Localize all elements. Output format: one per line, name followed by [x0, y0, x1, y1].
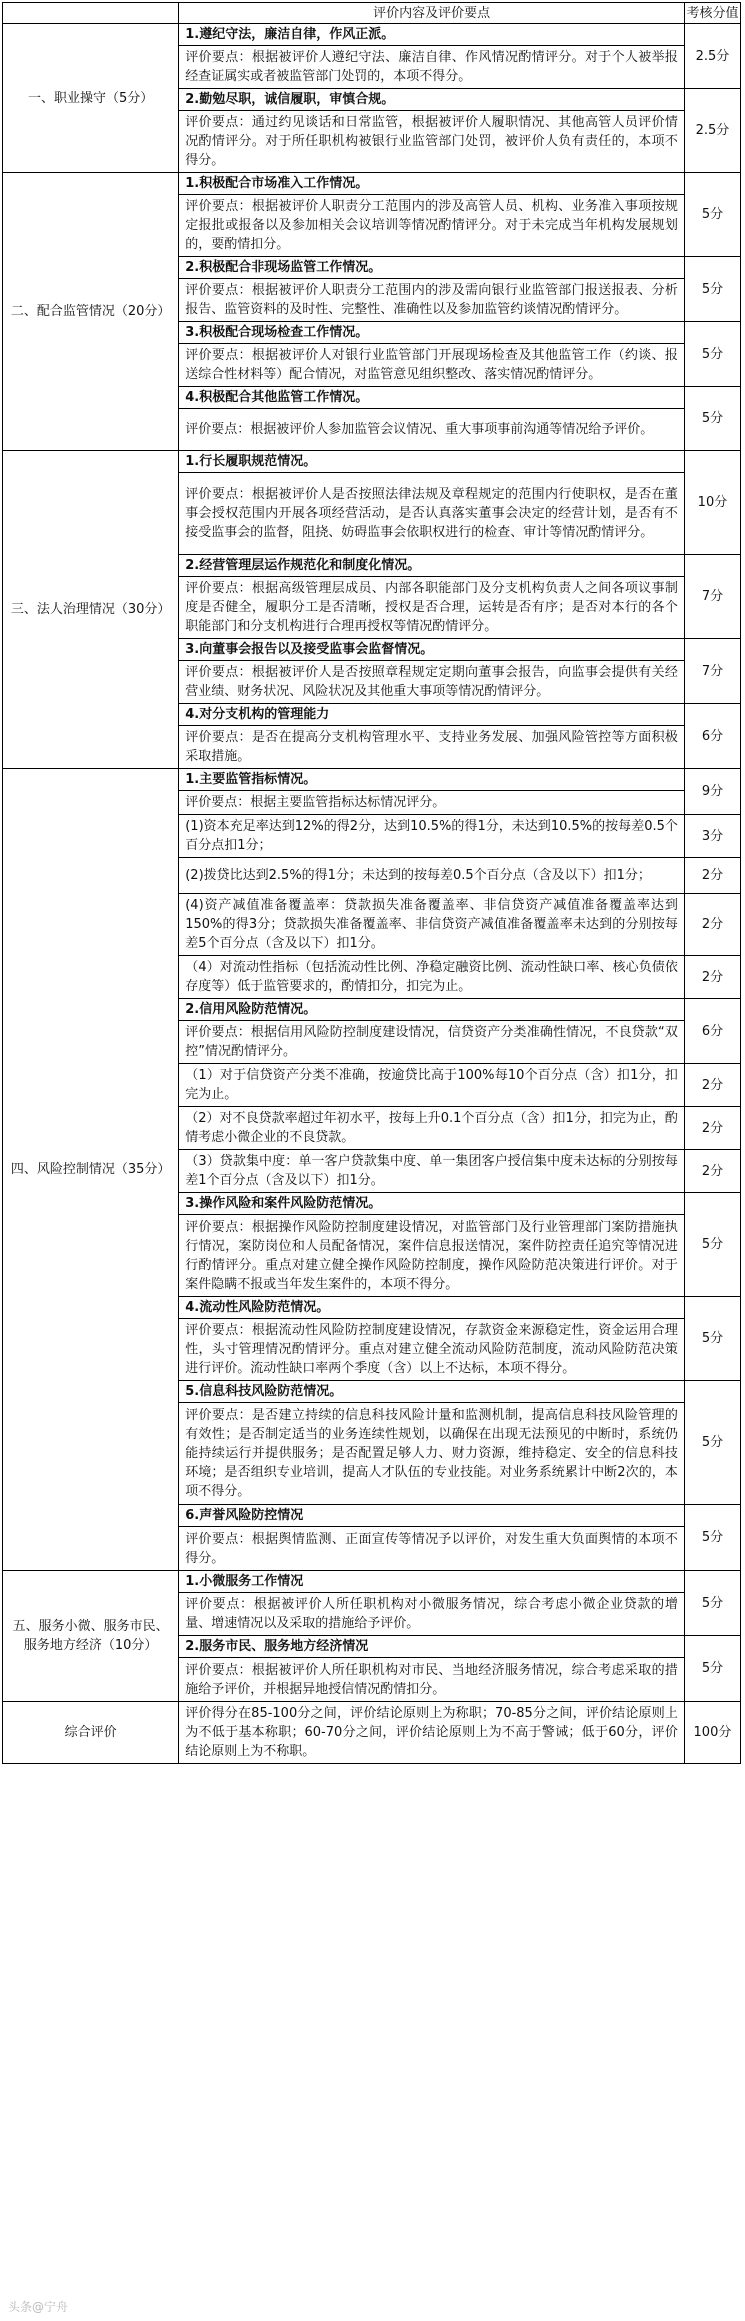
item-description: 评价要点：根据被评价人对银行业监管部门开展现场检查及其他监管工作（约谈、报送综合性材料等）配合情况，对监管意见组织整改、落实情况酌情评分。	[179, 344, 685, 387]
item-title: 1.遵纪守法，廉洁自律，作风正派。	[179, 24, 685, 46]
header-content: 评价内容及评价要点	[179, 3, 685, 24]
sub-criterion-score: 2分	[684, 1150, 740, 1193]
item-score: 7分	[684, 639, 740, 704]
sub-criterion-text: (4)资产减值准备覆盖率：贷款损失准备覆盖率、非信贷资产减值准备覆盖率达到150%的得3分；贷款损失准备覆盖率、非信贷资产减值准备覆盖率未达到的分别按每差5个百分点（含及以下）扣1分。	[179, 894, 685, 956]
item-title: 5.信息科技风险防范情况。	[179, 1381, 685, 1403]
sub-criterion-text: (2)拨贷比达到2.5%的得1分；未达到的按每差0.5个百分点（含及以下）扣1分；	[179, 858, 685, 894]
item-title: 4.流动性风险防范情况。	[179, 1297, 685, 1319]
item-description: 评价要点：根据操作风险防控制度建设情况，对监管部门及行业管理部门案防措施执行情况，案防岗位和人员配备情况，案件信息报送情况，案件防控责任追究等情况进行酌情评分。重点对建立健全操作风险防控制度，操作风险防范决策进行评价。对于案件隐瞒不报或当年发生案件的，本项不得分。	[179, 1215, 685, 1297]
item-score: 6分	[684, 999, 740, 1064]
sub-criterion-score: 2分	[684, 956, 740, 999]
item-title: 4.对分支机构的管理能力	[179, 704, 685, 726]
section-name: 一、职业操守（5分）	[3, 24, 179, 173]
watermark: 头条@宁舟	[8, 2300, 69, 2314]
section-name: 四、风险控制情况（35分）	[3, 769, 179, 1571]
section-name: 二、配合监管情况（20分）	[3, 173, 179, 451]
item-score: 6分	[684, 704, 740, 769]
item-score: 5分	[684, 322, 740, 387]
item-title: 1.主要监管指标情况。	[179, 769, 685, 791]
item-score: 2.5分	[684, 24, 740, 89]
sub-criterion-score: 2分	[684, 894, 740, 956]
item-score: 5分	[684, 1636, 740, 1702]
item-description: 评价要点：根据被评价人职责分工范围内的涉及需向银行业监管部门报送报表、分析报告、监管资料的及时性、完整性、准确性以及参加监管约谈情况酌情评分。	[179, 279, 685, 322]
item-score: 5分	[684, 1381, 740, 1505]
item-title-row	[3, 1571, 741, 1593]
item-description: 评价要点：根据流动性风险防控制度建设情况，存款资金来源稳定性，资金运用合理性，头寸管理情况酌情评分。重点对建立健全流动风险防范制度，流动风险防范决策进行评价。流动性缺口率两个季度（含）以上不达标，本项不得分。	[179, 1319, 685, 1381]
item-description: 评价要点：是否建立持续的信息科技风险计量和监测机制，提高信息科技风险管理的有效性；是否制定适当的业务连续性规划，以确保在出现无法预见的中断时，系统仍能持续运行并提供服务；是否配置足够人力、财力资源，维持稳定、安全的信息科技环境；是否组织专业培训，提高人才队伍的专业技能。对业务系统累计中断2次的，本项不得分。	[179, 1403, 685, 1505]
item-description: 评价要点：根据舆情监测、正面宣传等情况予以评价，对发生重大负面舆情的本项不得分。	[179, 1527, 685, 1571]
item-description: 评价要点：根据被评价人遵纪守法、廉洁自律、作风情况酌情评分。对于个人被举报经查证属实或者被监管部门处罚的，本项不得分。	[179, 46, 685, 89]
item-score: 5分	[684, 173, 740, 257]
item-title: 2.信用风险防范情况。	[179, 999, 685, 1021]
item-description: 评价要点：根据被评价人参加监管会议情况、重大事项事前沟通等情况给予评价。	[179, 409, 685, 451]
item-score: 5分	[684, 1571, 740, 1636]
item-title: 6.声誉风险防控情况	[179, 1505, 685, 1527]
item-score: 2.5分	[684, 89, 740, 173]
item-title: 2.勤勉尽职，诚信履职，审慎合规。	[179, 89, 685, 111]
item-score: 9分	[684, 769, 740, 815]
item-description: 评价要点：根据被评价人是否按照法律法规及章程规定的范围内行使职权，是否在董事会授权范围内开展各项经营活动，是否认真落实董事会决定的经营计划，是否有不接受监事会的监督，阻挠、妨碍监事会依职权进行的检查、审计等情况酌情评分。	[179, 473, 685, 555]
item-title: 2.服务市民、服务地方经济情况	[179, 1636, 685, 1658]
item-score: 5分	[684, 1505, 740, 1571]
item-title: 1.积极配合市场准入工作情况。	[179, 173, 685, 195]
item-score: 10分	[684, 451, 740, 555]
item-title: 3.操作风险和案件风险防范情况。	[179, 1193, 685, 1215]
item-title: 3.积极配合现场检查工作情况。	[179, 322, 685, 344]
item-score: 5分	[684, 387, 740, 451]
item-description: 评价要点：根据信用风险防控制度建设情况，信贷资产分类准确性情况，不良贷款“双控”情况酌情评分。	[179, 1021, 685, 1064]
sub-criterion-text: （2）对不良贷款率超过年初水平，按每上升0.1个百分点（含）扣1分，扣完为止，酌情考虑小微企业的不良贷款。	[179, 1107, 685, 1150]
header-score: 考核分值	[684, 3, 740, 24]
final-description: 评价得分在85-100分之间，评价结论原则上为称职；70-85分之间，评价结论原则上为不低于基本称职；60-70分之间，评价结论原则上为不高于警诫；低于60分，评价结论原则上为不称职。	[179, 1702, 685, 1764]
section-name: 五、服务小微、服务市民、服务地方经济（10分）	[3, 1571, 179, 1702]
header-blank	[3, 3, 179, 24]
item-title: 2.积极配合非现场监管工作情况。	[179, 257, 685, 279]
final-score: 100分	[684, 1702, 740, 1764]
item-description: 评价要点：通过约见谈话和日常监管，根据被评价人履职情况、其他高管人员评价情况酌情评分。对于所任职机构被银行业监管部门处罚，被评价人负有责任的，本项不得分。	[179, 111, 685, 173]
final-row	[3, 1702, 741, 1764]
item-description: 评价要点：根据主要监管指标达标情况评分。	[179, 791, 685, 815]
item-score: 5分	[684, 1297, 740, 1381]
item-description: 评价要点：根据高级管理层成员、内部各职能部门及分支机构负责人之间各项议事制度是否健全，履职分工是否清晰，授权是否合理，运转是否有序；是否对本行的各个职能部门和分支机构进行合理再授权等情况酌情评分。	[179, 577, 685, 639]
item-title-row	[3, 24, 741, 46]
sub-criterion-text: (1)资本充足率达到12%的得2分，达到10.5%的得1分，未达到10.5%的按每差0.5个百分点扣1分；	[179, 815, 685, 858]
sub-criterion-text: （4）对流动性指标（包括流动性比例、净稳定融资比例、流动性缺口率、核心负债依存度等）低于监管要求的，酌情扣分，扣完为止。	[179, 956, 685, 999]
item-score: 5分	[684, 257, 740, 322]
section-name: 三、法人治理情况（30分）	[3, 451, 179, 769]
item-title: 2.经营管理层运作规范化和制度化情况。	[179, 555, 685, 577]
item-title: 4.积极配合其他监管工作情况。	[179, 387, 685, 409]
item-description: 评价要点：根据被评价人职责分工范围内的涉及高管人员、机构、业务准入事项按规定报批或报备以及参加相关会议培训等情况酌情评分。对于未完成当年机构发展规划的，要酌情扣分。	[179, 195, 685, 257]
item-title: 1.小微服务工作情况	[179, 1571, 685, 1593]
item-description: 评价要点：根据被评价人所任职机构对小微服务情况，综合考虑小微企业贷款的增量、增速情况以及采取的措施给予评价。	[179, 1593, 685, 1636]
item-description: 评价要点：根据被评价人是否按照章程规定定期向董事会报告，向监事会提供有关经营业绩、财务状况、风险状况及其他重大事项等情况酌情评分。	[179, 661, 685, 704]
sub-criterion-text: （1）对于信贷资产分类不准确，按逾贷比高于100%每10个百分点（含）扣1分，扣完为止。	[179, 1064, 685, 1107]
final-label: 综合评价	[3, 1702, 179, 1764]
item-title-row	[3, 451, 741, 473]
item-score: 7分	[684, 555, 740, 639]
header-row	[3, 3, 741, 24]
item-score: 5分	[684, 1193, 740, 1297]
evaluation-table	[2, 2, 741, 1764]
sub-criterion-score: 3分	[684, 815, 740, 858]
sub-criterion-score: 2分	[684, 1064, 740, 1107]
sub-criterion-score: 2分	[684, 1107, 740, 1150]
item-title: 3.向董事会报告以及接受监事会监督情况。	[179, 639, 685, 661]
item-description: 评价要点：根据被评价人所任职机构对市民、当地经济服务情况，综合考虑采取的措施给予评价，并根据异地授信情况酌情扣分。	[179, 1658, 685, 1702]
sub-criterion-score: 2分	[684, 858, 740, 894]
item-title: 1.行长履职规范情况。	[179, 451, 685, 473]
item-title-row	[3, 769, 741, 791]
item-description: 评价要点：是否在提高分支机构管理水平、支持业务发展、加强风险管控等方面积极采取措施。	[179, 726, 685, 769]
sub-criterion-text: （3）贷款集中度：单一客户贷款集中度、单一集团客户授信集中度未达标的分别按每差1个百分点（含及以下）扣1分。	[179, 1150, 685, 1193]
item-title-row	[3, 173, 741, 195]
